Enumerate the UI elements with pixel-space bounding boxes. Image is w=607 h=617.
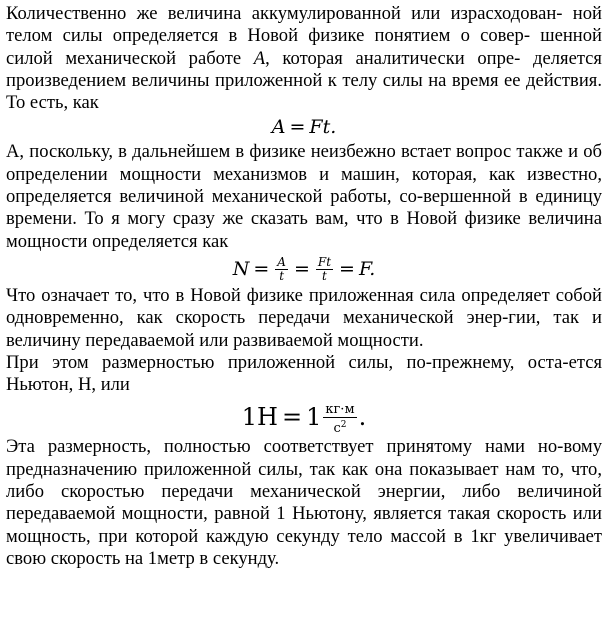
paragraph-1-line-1: Количественно же величина аккумулированной или израсходован- [6, 3, 563, 24]
formula-2-eq3: = [339, 257, 355, 280]
paragraph-4: При этом размерностью приложенной силы, по-прежнему, оста-ется Ньютон, Н, или [6, 351, 602, 396]
paragraph-3: Что означает то, что в Новой физике приложенная сила определяет собой одновременно, как скорость передачи механической энер-гии, так и величину передаваемой или развиваемой мощности. [6, 284, 602, 351]
fraction-kg-m-over-s2 [323, 402, 356, 436]
formula-1-eq: = [289, 116, 306, 139]
formula-newton-dimension [6, 394, 602, 440]
formula-2-eq1: = [253, 257, 270, 280]
fraction-3-den-base: с [333, 420, 341, 436]
formula-1-rhs: Ft. [309, 116, 337, 139]
formula-power [6, 249, 602, 289]
paragraph-1 [6, 3, 602, 114]
fraction-ft-over-t [316, 256, 333, 283]
paragraph-1-line-3b: , которая аналитически опре- [265, 47, 521, 69]
fraction-3-den-exponent: 2 [340, 419, 347, 430]
fraction-a-over-t [275, 256, 288, 283]
paragraph-1-line-4: деляется произведением величины приложенной к телу силы на [6, 47, 602, 91]
formula-2-rhs: F. [358, 257, 376, 280]
formula-3-eq: = [281, 403, 303, 432]
fraction-3-numerator: кг·м [325, 401, 355, 417]
formula-3-period: . [358, 403, 367, 432]
paragraph-1-line-3a: шенной силой механической работе [6, 25, 602, 69]
fraction-2-denominator: t [322, 269, 327, 284]
formula-3-lhs: 1Н [241, 403, 278, 432]
fraction-1-numerator: A [277, 255, 286, 270]
work-symbol: A [253, 47, 266, 69]
formula-work [6, 115, 602, 139]
fraction-3-denominator [323, 418, 356, 436]
formula-2-lhs: N [232, 257, 250, 280]
formula-1-lhs: A [271, 116, 286, 139]
fraction-1-denominator: t [279, 269, 285, 284]
formula-3-coefficient: 1 [306, 403, 322, 432]
fraction-2-numerator: Ft [317, 255, 332, 270]
paragraph-5: Эта размерность, полностью соответствует принятому нами но-вому предназначению приложенной силы, так как она показывает нам то, что, либо скоростью передачи механической энергии, либо величиной передаваемой мощности, равной 1 Ньютону, является такая скорость или мощность, при которой каждую секунду тело массой в 1кг увеличивает свою скорость на 1метр в секунду. [6, 436, 602, 569]
formula-2-eq2: = [293, 257, 310, 280]
paragraph-1-line-2: ной телом силы определяется в Новой физике понятием о совер- [6, 3, 602, 47]
paragraph-1-line-5: время ее действия. То есть, как [6, 69, 602, 114]
paragraph-2: А, поскольку, в дальнейшем в физике неизбежно встает вопрос также и об определении мощности механизмов и машин, которая, как известно, определяется величиной механической работы, со-вершенной в единицу времени. То я могу сразу же сказать вам, что в Новой физике величина мощности определяется как [6, 141, 602, 252]
